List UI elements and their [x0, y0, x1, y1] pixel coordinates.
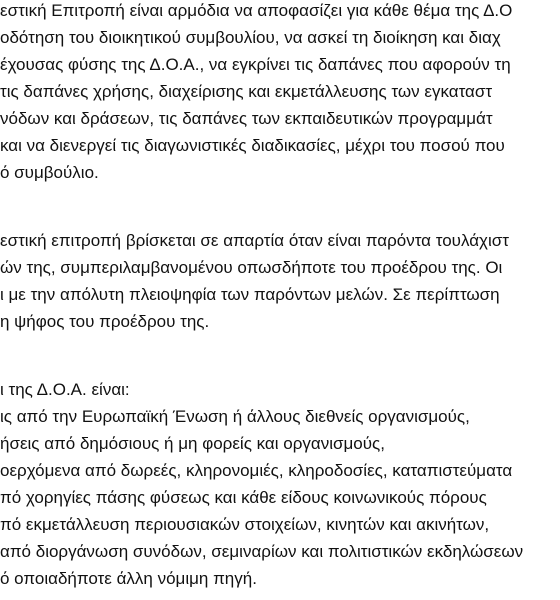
list-item: ήσεις από δημόσιους ή μη φορείς και οργανισμούς, [0, 434, 385, 453]
list-item: ό οποιαδήποτε άλλη νόμιμη πηγή. [0, 569, 257, 588]
list-item: πό χορηγίες πάσης φύσεως και κάθε είδους κοινωνικούς πόρους [0, 488, 487, 507]
text-line: ι της Δ.Ο.Α. είναι: [0, 380, 130, 399]
text-line: ι με την απόλυτη πλειοψηφία των παρόντων μελών. Σε περίπτωση [0, 285, 500, 304]
text-line: νόδων και δράσεων, τις δαπάνες των εκπαιδευτικών προγραμμάτ [0, 109, 493, 128]
list-item: πό εκμετάλλευση περιουσιακών στοιχείων, κινητών και ακινήτων, [0, 515, 490, 534]
text-line: ών της, συμπεριλαμβανομένου οπωσδήποτε του προέδρου της. Οι [0, 258, 503, 277]
text-line: έχουσας φύσης της Δ.Ο.Α., να εγκρίνει τις δαπάνες που αφορούν τη [0, 55, 511, 74]
list-item: από διοργάνωση συνόδων, σεμιναρίων και πολιτιστικών εκδηλώσεων [0, 542, 524, 561]
list-item: οερχόμενα από δωρεές, κληρονομιές, κληροδοσίες, καταπιστεύματα [0, 461, 513, 480]
text-line: εστική Επιτροπή είναι αρμόδια να αποφασίζει για κάθε θέμα της Δ.Ο [0, 1, 513, 20]
text-line: τις δαπάνες χρήσης, διαχείρισης και εκμετάλλευσης των εγκαταστ [0, 82, 493, 101]
text-line: η ψήφος του προέδρου της. [0, 312, 210, 331]
list-item: ις από την Ευρωπαϊκή Ένωση ή άλλους διεθνείς οργανισμούς, [0, 407, 470, 426]
text-line: και να διενεργεί τις διαγωνιστικές διαδικασίες, μέχρι του ποσού που [0, 136, 505, 155]
text-line: ό συμβούλιο. [0, 163, 99, 182]
text-line: εστική επιτροπή βρίσκεται σε απαρτία όταν είναι παρόντα τουλάχιστ [0, 231, 509, 250]
text-line: οδότηση του διοικητικού συμβουλίου, να ασκεί τη διοίκηση και διαχ [0, 28, 501, 47]
